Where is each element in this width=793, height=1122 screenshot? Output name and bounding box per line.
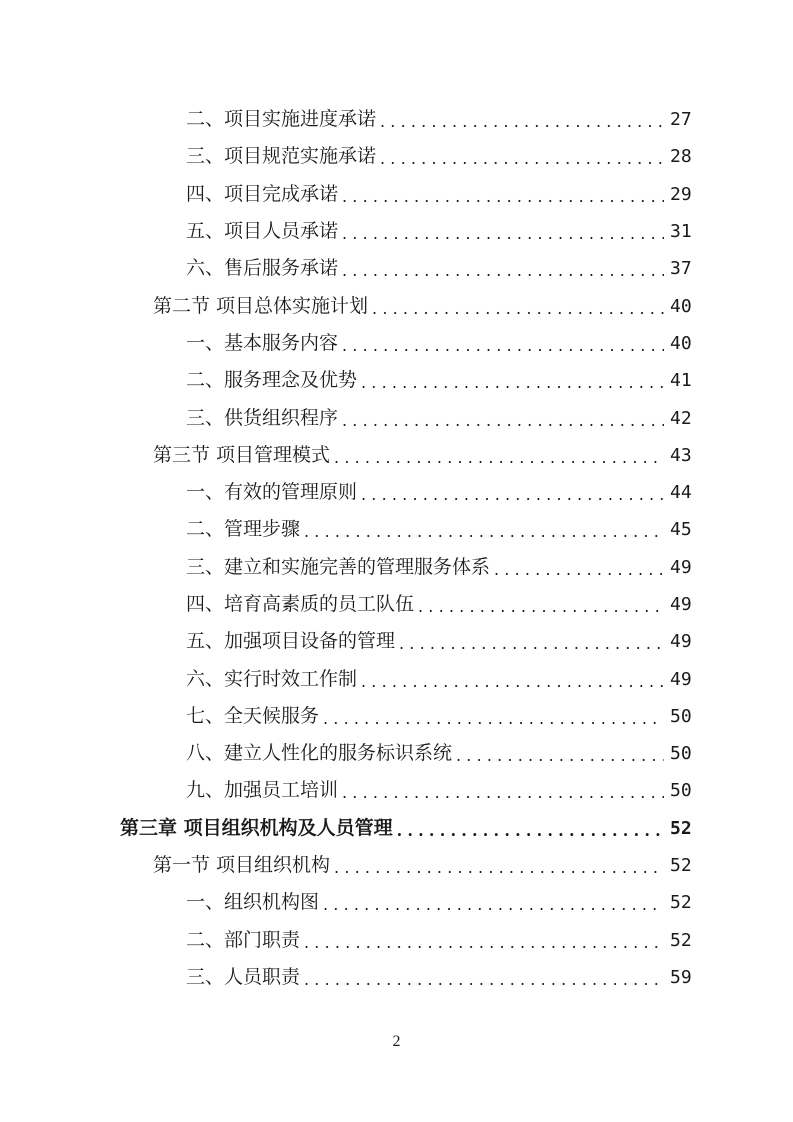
toc-entry[interactable] (0, 176, 793, 213)
toc-dot-leader (342, 327, 664, 364)
toc-dot-leader (323, 700, 664, 737)
toc-entry-label: 三、建立和实施完善的管理服务体系 (186, 555, 491, 578)
toc-entry[interactable] (0, 660, 793, 697)
toc-entry-page: 27 (670, 109, 692, 131)
toc-dot-leader (304, 924, 664, 961)
toc-entry-label: 二、服务理念及优势 (186, 369, 358, 392)
toc-entry-label: 四、培育高素质的员工队伍 (186, 593, 415, 615)
toc-entry[interactable] (0, 959, 793, 996)
toc-entry-page: 28 (670, 146, 692, 168)
table-of-contents (0, 101, 793, 996)
toc-entry[interactable] (0, 101, 793, 138)
toc-entry-label: 三、项目规范实施承诺 (186, 145, 377, 168)
toc-dot-leader (372, 290, 664, 327)
toc-entry-label: 六、实行时效工作制 (186, 667, 358, 690)
toc-section-entry[interactable] (0, 847, 793, 884)
toc-entry-page: 50 (670, 780, 692, 802)
toc-entry-page: 40 (670, 332, 692, 354)
toc-chapter-entry[interactable] (0, 810, 793, 847)
toc-entry-page: 41 (670, 370, 692, 392)
toc-entry-page: 52 (670, 855, 692, 877)
toc-dot-leader (304, 513, 664, 550)
toc-entry-label: 二、部门职责 (186, 928, 301, 951)
toc-entry[interactable] (0, 474, 793, 511)
toc-dot-leader (361, 364, 664, 401)
toc-dot-leader (342, 252, 664, 289)
toc-section-entry[interactable] (0, 437, 793, 474)
toc-dot-leader (342, 178, 664, 215)
toc-entry[interactable] (0, 698, 793, 735)
toc-dot-leader (456, 737, 664, 774)
toc-dot-leader (361, 663, 664, 700)
toc-entry-page: 43 (670, 444, 692, 466)
toc-entry-label: 三、供货组织程序 (186, 406, 339, 429)
toc-entry-label: 九、加强员工培训 (186, 779, 339, 802)
toc-entry-label: 五、加强项目设备的管理 (186, 630, 396, 653)
toc-entry[interactable] (0, 549, 793, 586)
toc-entry-label: 三、人员职责 (186, 965, 301, 988)
toc-entry-page: 49 (670, 556, 692, 578)
toc-dot-leader (342, 215, 664, 252)
toc-entry-page: 31 (670, 221, 692, 243)
toc-entry-page: 42 (670, 407, 692, 429)
toc-entry-label: 七、全天候服务 (186, 704, 320, 727)
toc-entry[interactable] (0, 511, 793, 548)
toc-entry-page: 45 (670, 519, 692, 541)
toc-dot-leader (334, 849, 664, 886)
toc-entry-label: 第三章 项目组织机构及人员管理 (120, 816, 393, 839)
toc-entry-page: 52 (670, 817, 692, 839)
toc-dot-leader (304, 961, 664, 998)
toc-entry-label: 第二节 项目总体实施计划 (153, 294, 369, 317)
toc-entry-label: 二、管理步骤 (186, 518, 301, 541)
toc-dot-leader (334, 439, 664, 476)
toc-entry-label: 五、项目人员承诺 (186, 220, 339, 243)
toc-dot-leader (418, 588, 664, 625)
toc-dot-leader (399, 625, 664, 662)
toc-entry-label: 二、项目实施进度承诺 (186, 108, 377, 131)
toc-entry-page: 50 (670, 705, 692, 727)
toc-entry-label: 一、有效的管理原则 (186, 481, 358, 504)
toc-entry-page: 49 (670, 668, 692, 690)
toc-entry-page: 37 (670, 258, 692, 280)
toc-entry-page: 44 (670, 482, 692, 504)
toc-entry-label: 第三节 项目管理模式 (153, 443, 331, 466)
toc-entry-label: 六、售后服务承诺 (186, 257, 339, 280)
toc-dot-leader (397, 812, 664, 849)
toc-dot-leader (361, 476, 664, 513)
toc-entry-label: 一、基本服务内容 (186, 331, 339, 354)
toc-dot-leader (494, 551, 664, 588)
toc-entry[interactable] (0, 399, 793, 436)
toc-entry-page: 49 (670, 631, 692, 653)
toc-section-entry[interactable] (0, 287, 793, 324)
toc-dot-leader (380, 140, 664, 177)
toc-entry-page: 52 (670, 892, 692, 914)
toc-entry[interactable] (0, 922, 793, 959)
toc-entry-page: 59 (670, 966, 692, 988)
toc-entry-label: 一、组织机构图 (186, 891, 320, 914)
toc-entry-label: 八、建立人性化的服务标识系统 (186, 742, 453, 765)
toc-entry-page: 49 (670, 594, 692, 615)
toc-entry[interactable] (0, 623, 793, 660)
toc-entry[interactable] (0, 884, 793, 921)
toc-entry[interactable] (0, 362, 793, 399)
toc-entry-page: 50 (670, 743, 692, 765)
toc-entry[interactable] (0, 772, 793, 809)
toc-entry-page: 29 (670, 183, 692, 205)
toc-dot-leader (342, 402, 664, 439)
toc-entry[interactable] (0, 735, 793, 772)
toc-dot-leader (342, 774, 664, 811)
toc-dot-leader (323, 886, 664, 923)
toc-entry[interactable] (0, 138, 793, 175)
toc-dot-leader (380, 103, 664, 140)
page-number: 2 (392, 1033, 401, 1050)
toc-entry-label: 四、项目完成承诺 (186, 182, 339, 205)
toc-entry-page: 40 (670, 295, 692, 317)
toc-entry[interactable] (0, 325, 793, 362)
toc-entry-label: 第一节 项目组织机构 (153, 854, 331, 877)
toc-entry[interactable] (0, 586, 793, 623)
toc-entry[interactable] (0, 213, 793, 250)
toc-entry[interactable] (0, 250, 793, 287)
toc-entry-page: 52 (670, 929, 692, 951)
